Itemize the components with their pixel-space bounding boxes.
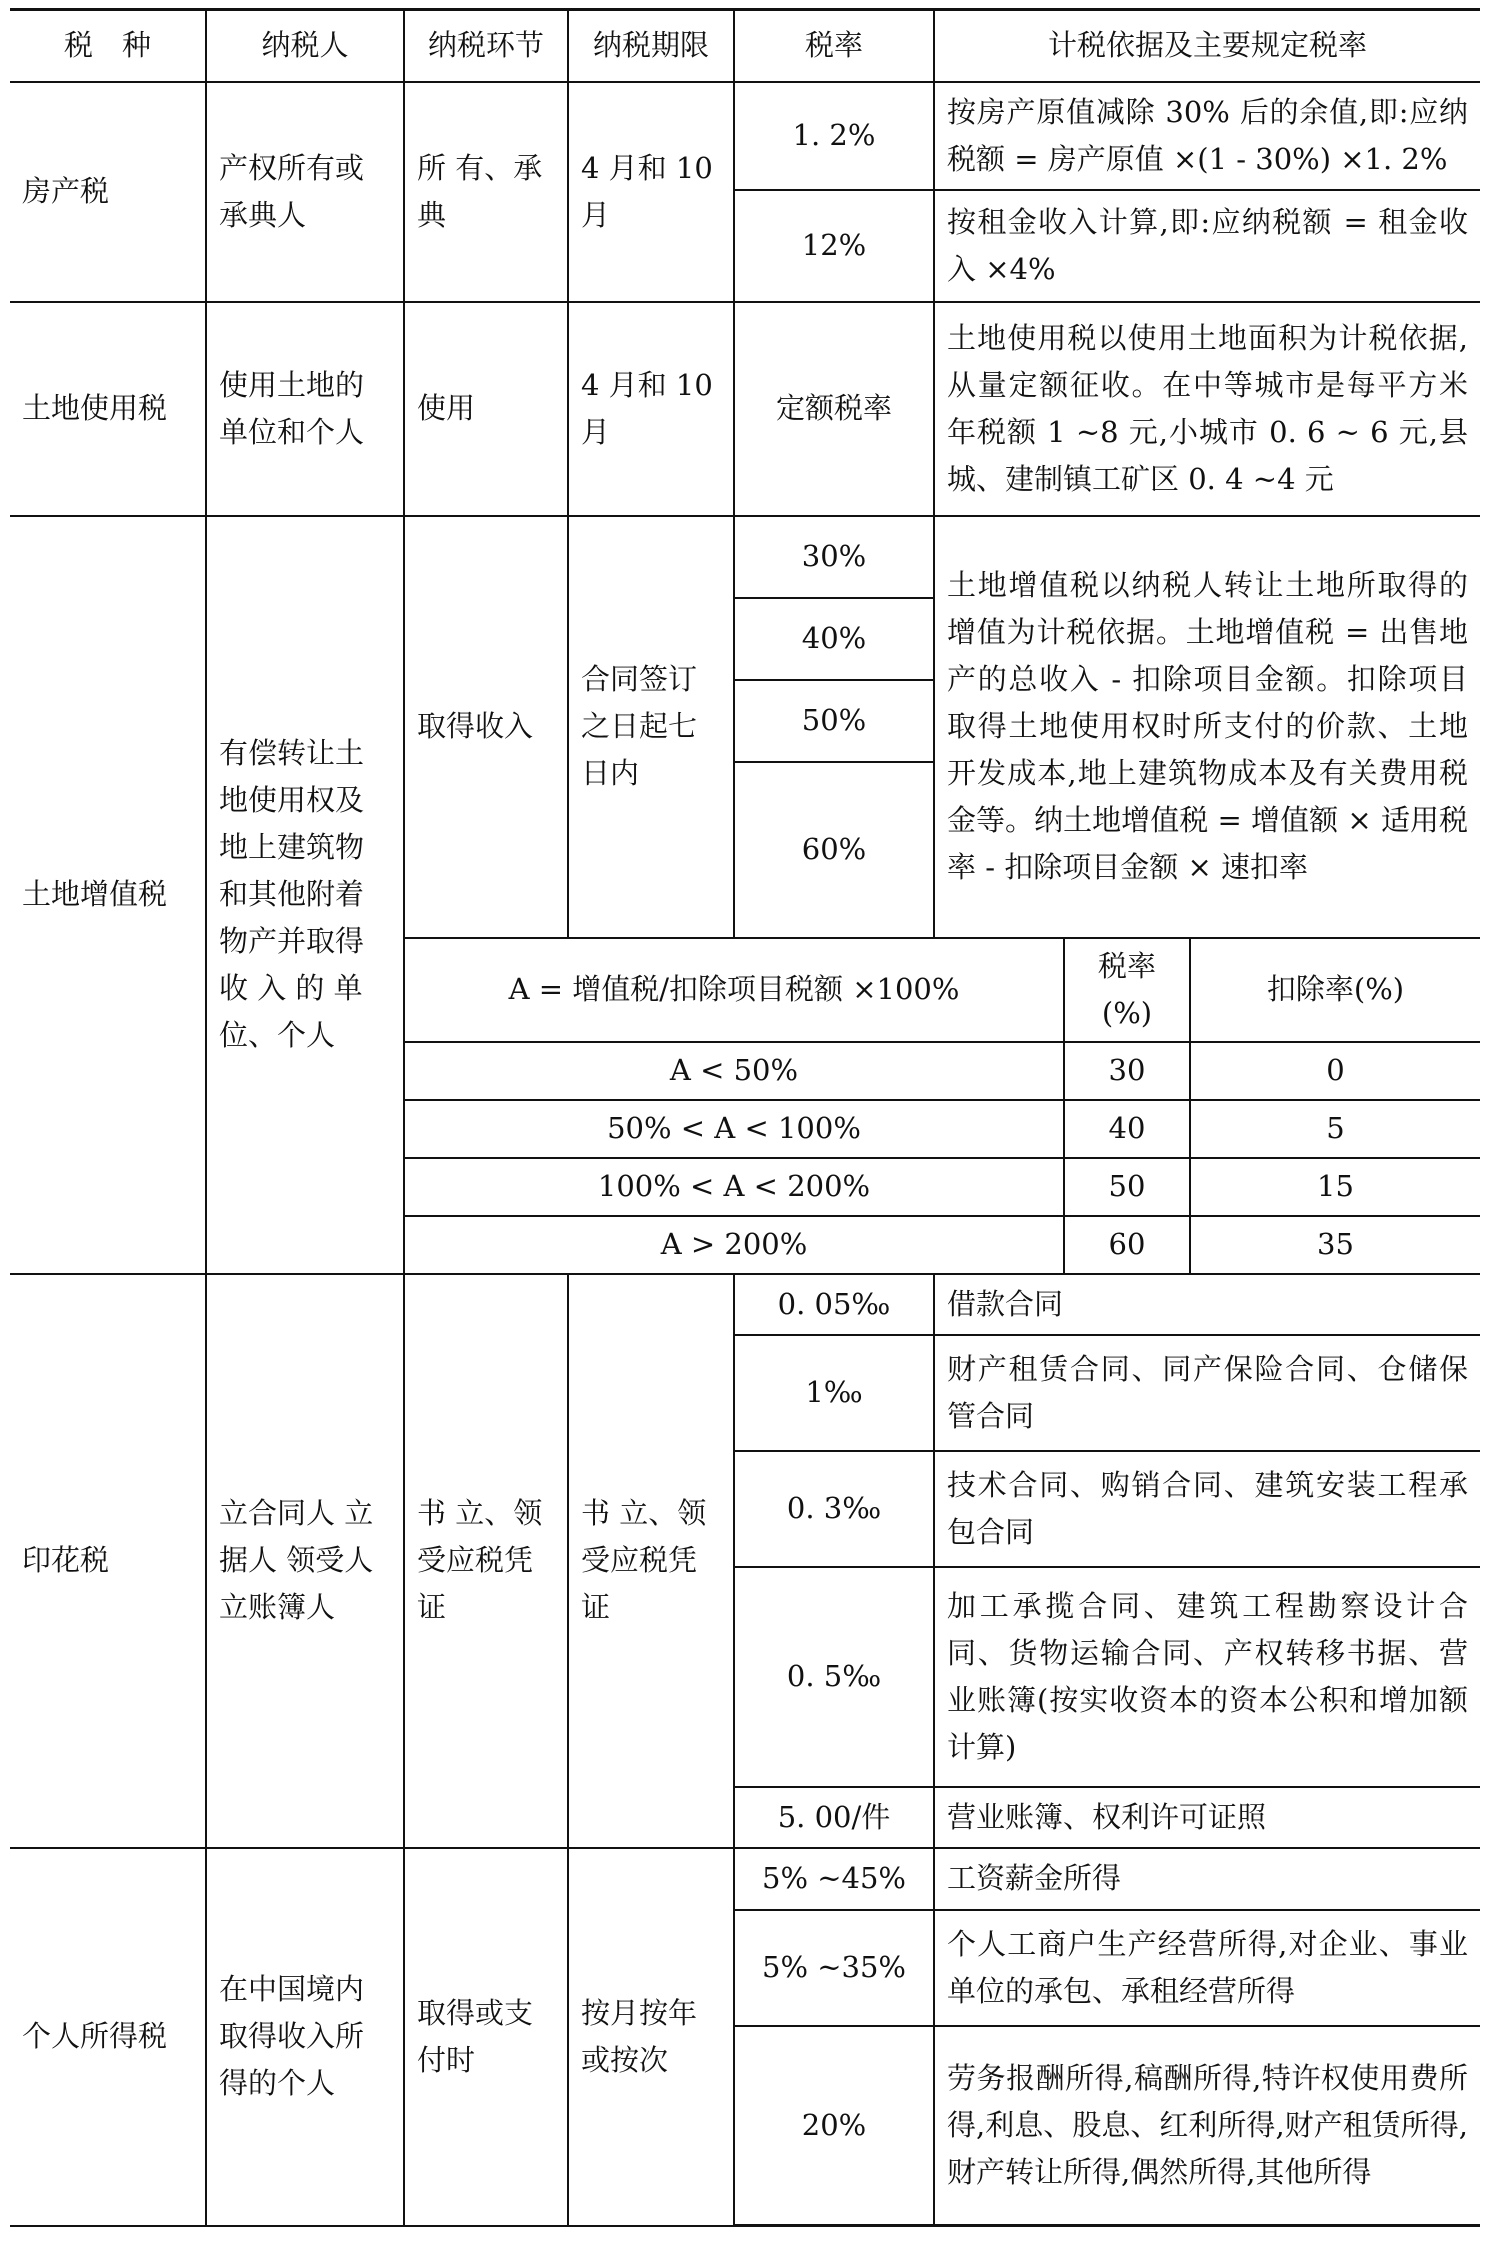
land-use-tax-row [10,302,1480,516]
property-tax-basis-2: 按租金收入计算,即:应纳税额 = 租金收入 ×4% [934,190,1480,302]
property-tax-rate-1: 1. 2% [734,82,934,190]
land-use-tax-rate: 定额税率 [734,302,934,516]
stamp-tax-taxpayer: 立合同人 立据人 领受人 立账簿人 [206,1274,404,1848]
stamp-tax-basis: 加工承揽合同、建筑工程勘察设计合同、货物运输合同、产权转移书据、营业账簿(按实收资本的资本公积和增加额计算) [934,1567,1480,1787]
land-vat-sub-range: 100% < A < 200% [404,1158,1064,1216]
header-taxpayer: 纳税人 [206,10,404,82]
land-vat-sub-range: 50% < A < 100% [404,1100,1064,1158]
stamp-tax-rate: 1‰ [734,1335,934,1451]
land-vat-sub-rate: 40 [1064,1100,1190,1158]
stamp-tax-rate: 0. 5‰ [734,1567,934,1787]
land-vat-sub-deduction: 5 [1190,1100,1480,1158]
land-vat-sub-deduction-header: 扣除率(%) [1190,938,1480,1042]
income-tax-row-1 [10,1848,1480,1910]
header-period: 纳税期限 [568,10,734,82]
land-vat-sub-rate: 60 [1064,1216,1190,1274]
stamp-tax-basis: 技术合同、购销合同、建筑安装工程承包合同 [934,1451,1480,1567]
stamp-tax-name: 印花税 [10,1274,206,1848]
stamp-tax-period: 书 立、领受应税凭证 [568,1274,734,1848]
stamp-tax-basis: 借款合同 [934,1274,1480,1335]
land-use-tax-basis: 土地使用税以使用土地面积为计税依据,从量定额征收。在中等城市是每平方米年税额 1 ~8 元,小城市 0. 6 ~ 6 元,县城、建制镇工矿区 0. 4 ~4 元 [934,302,1480,516]
land-vat-sub-rate: 50 [1064,1158,1190,1216]
stamp-tax-basis: 营业账簿、权利许可证照 [934,1787,1480,1848]
land-vat-sub-deduction: 0 [1190,1042,1480,1100]
header-row [10,10,1480,82]
stamp-tax-stage: 书 立、领受应税凭证 [404,1274,568,1848]
land-vat-formula: A = 增值税/扣除项目税额 ×100% [404,938,1064,1042]
land-vat-sub-deduction: 35 [1190,1216,1480,1274]
land-vat-taxpayer: 有偿转让土地使用权及地上建筑物和其他附着物产并取得收 入 的 单位、个人 [206,516,404,1274]
income-tax-basis: 劳务报酬所得,稿酬所得,特许权使用费所得,利息、股息、红利所得,财产租赁所得,财产转让所得,偶然所得,其他所得 [934,2026,1480,2226]
income-tax-basis: 工资薪金所得 [934,1848,1480,1910]
income-tax-basis: 个人工商户生产经营所得,对企业、事业单位的承包、承租经营所得 [934,1910,1480,2026]
land-vat-sub-range: A < 50% [404,1042,1064,1100]
income-tax-rate: 20% [734,2026,934,2226]
income-tax-period: 按月按年或按次 [568,1848,734,2226]
land-use-tax-taxpayer: 使用土地的单位和个人 [206,302,404,516]
land-use-tax-name: 土地使用税 [10,302,206,516]
land-vat-basis: 土地增值税以纳税人转让土地所取得的增值为计税依据。土地增值税 = 出售地产的总收入 - 扣除项目金额。扣除项目取得土地使用权时所支付的价款、土地开发成本,地上建筑物成本及有关费用税金等。纳土地增值税 = 增值额 × 适用税率 - 扣除项目金额 × 速扣率 [934,516,1480,938]
land-vat-sub-range: A > 200% [404,1216,1064,1274]
stamp-tax-row-1 [10,1274,1480,1335]
header-tax-type: 税 种 [10,10,206,82]
income-tax-taxpayer: 在中国境内取得收入所得的个人 [206,1848,404,2226]
header-rate: 税率 [734,10,934,82]
header-stage: 纳税环节 [404,10,568,82]
property-tax-stage: 所 有、承典 [404,82,568,302]
land-vat-stage: 取得收入 [404,516,568,938]
land-vat-sub-rate: 30 [1064,1042,1190,1100]
land-use-tax-stage: 使用 [404,302,568,516]
land-use-tax-period: 4 月和 10 月 [568,302,734,516]
property-tax-taxpayer: 产权所有或承典人 [206,82,404,302]
property-tax-period: 4 月和 10 月 [568,82,734,302]
land-vat-row-1 [10,516,1480,598]
property-tax-rate-2: 12% [734,190,934,302]
income-tax-stage: 取得或支付时 [404,1848,568,2226]
land-vat-rate-2: 40% [734,598,934,680]
land-vat-sub-deduction: 15 [1190,1158,1480,1216]
property-tax-name: 房产税 [10,82,206,302]
tax-table [10,8,1480,2227]
land-vat-name: 土地增值税 [10,516,206,1274]
income-tax-name: 个人所得税 [10,1848,206,2226]
stamp-tax-rate: 5. 00/件 [734,1787,934,1848]
land-vat-rate-3: 50% [734,680,934,762]
income-tax-rate: 5% ~35% [734,1910,934,2026]
stamp-tax-rate: 0. 05‰ [734,1274,934,1335]
land-vat-rate-4: 60% [734,762,934,938]
land-vat-sub-rate-header: 税率(%) [1064,938,1190,1042]
property-tax-basis-1: 按房产原值减除 30% 后的余值,即:应纳税额 = 房产原值 ×(1 - 30%) ×1. 2% [934,82,1480,190]
income-tax-rate: 5% ~45% [734,1848,934,1910]
stamp-tax-rate: 0. 3‰ [734,1451,934,1567]
land-vat-period: 合同签订之日起七日内 [568,516,734,938]
stamp-tax-basis: 财产租赁合同、同产保险合同、仓储保管合同 [934,1335,1480,1451]
land-vat-rate-1: 30% [734,516,934,598]
property-tax-row-1 [10,82,1480,190]
header-basis: 计税依据及主要规定税率 [934,10,1480,82]
